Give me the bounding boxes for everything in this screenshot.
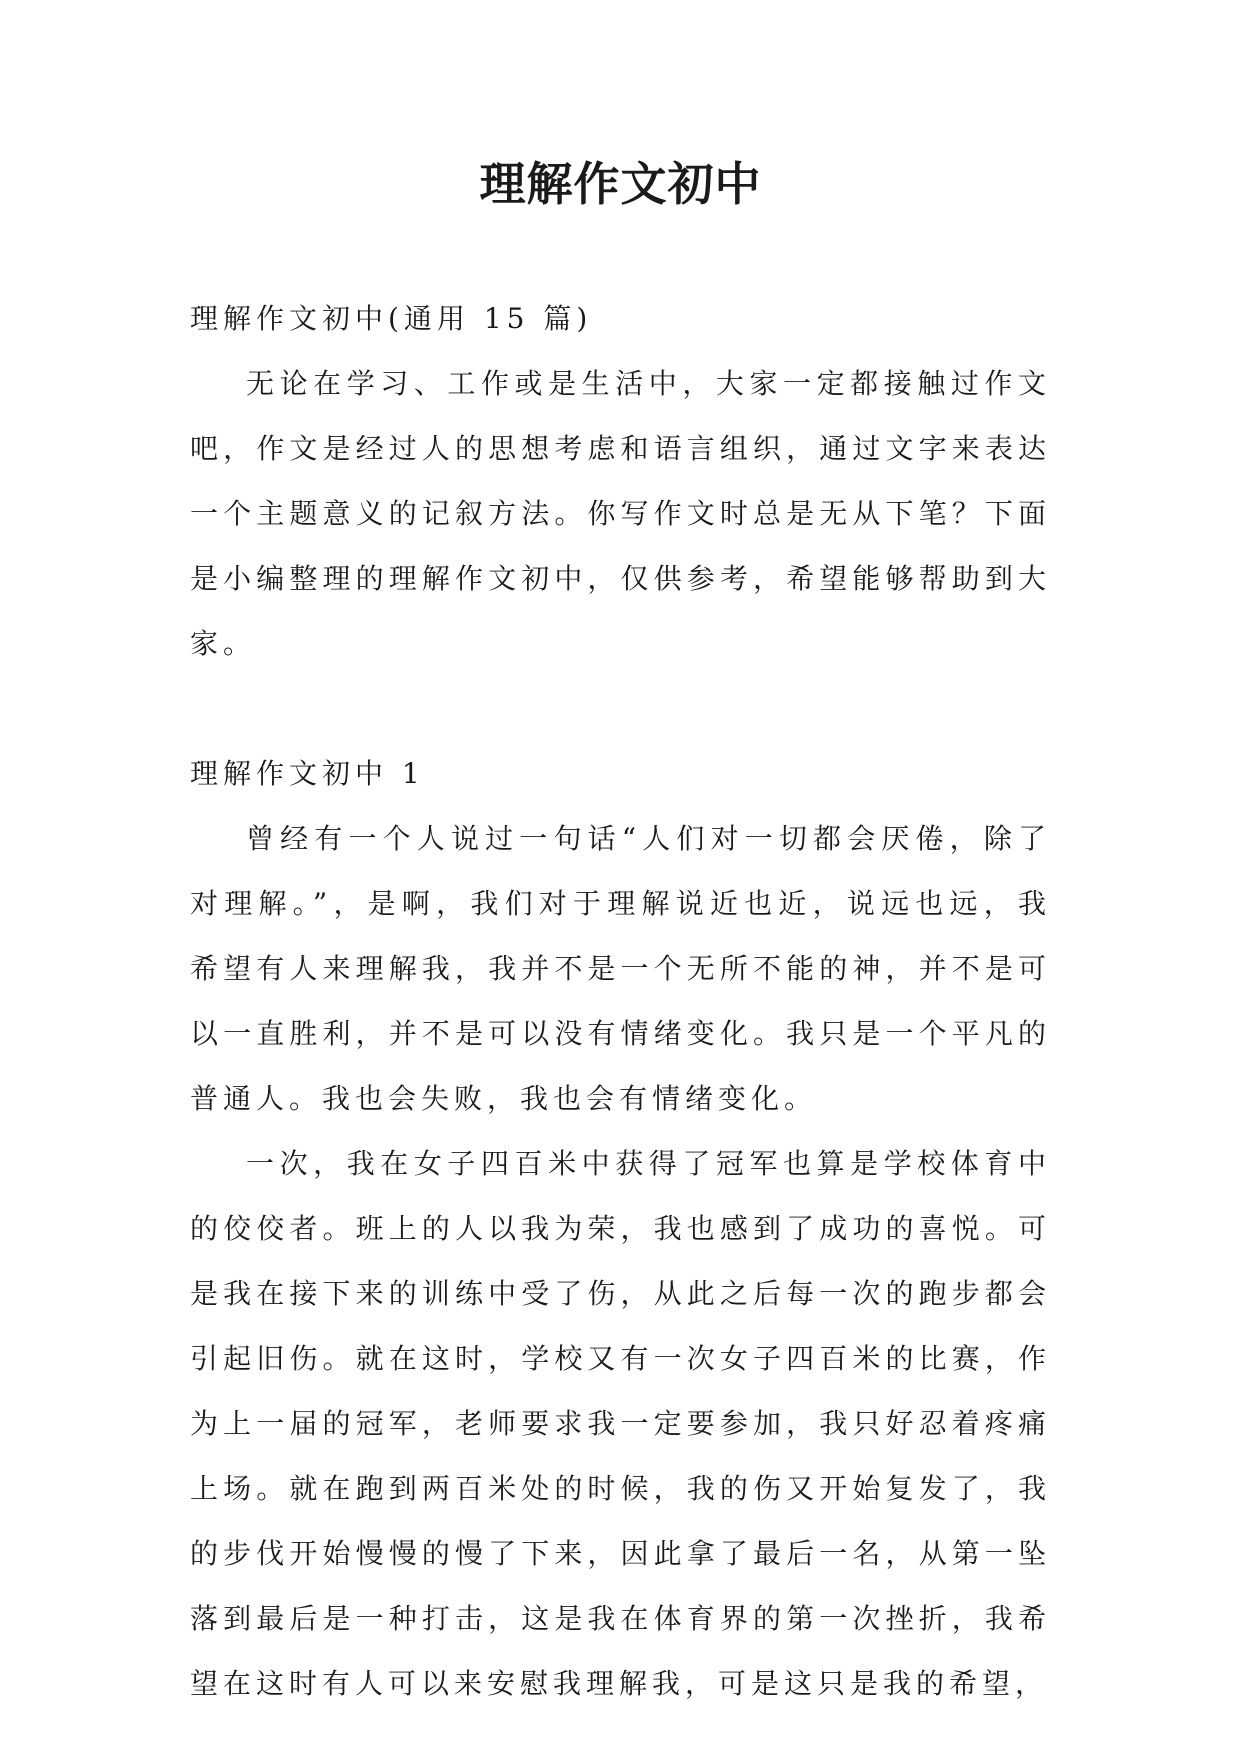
section-paragraph: 曾经有一个人说过一句话“人们对一切都会厌倦，除了对理解。”，是啊，我们对于理解说近也近，说远也远，我希望有人来理解我，我并不是一个无所不能的神，并不是可以一直胜利，并不是可以没有情绪变化。我只是一个平凡的普通人。我也会失败，我也会有情绪变化。 <box>190 822 1051 1115</box>
intro-paragraph: 无论在学习、工作或是生活中，大家一定都接触过作文吧，作文是经过人的思想考虑和语言组织，通过文字来表达一个主题意义的记叙方法。你写作文时总是无从下笔？下面是小编整理的理解作文初中，仅供参考，希望能够帮助到大家。 <box>190 367 1051 660</box>
section-heading: 理解作文初中 1 <box>190 757 425 790</box>
document-body <box>190 286 1051 1716</box>
document-title: 理解作文初中 <box>479 157 762 211</box>
section-paragraph: 一次，我在女子四百米中获得了冠军也算是学校体育中的佼佼者。班上的人以我为荣，我也感到了成功的喜悦。可是我在接下来的训练中受了伤，从此之后每一次的跑步都会引起旧伤。就在这时，学校又有一次女子四百米的比赛，作为上一届的冠军，老师要求我一定要参加，我只好忍着疼痛上场。就在跑到两百米处的时候，我的伤又开始复发了，我的步伐开始慢慢的慢了下来，因此拿了最后一名，从第一坠落到最后是一种打击，这是我在体育界的第一次挫折，我希望在这时有人可以来安慰我理解我，可是这只是我的希望， <box>190 1147 1051 1700</box>
document-subtitle: 理解作文初中(通用 15 篇) <box>190 302 593 335</box>
